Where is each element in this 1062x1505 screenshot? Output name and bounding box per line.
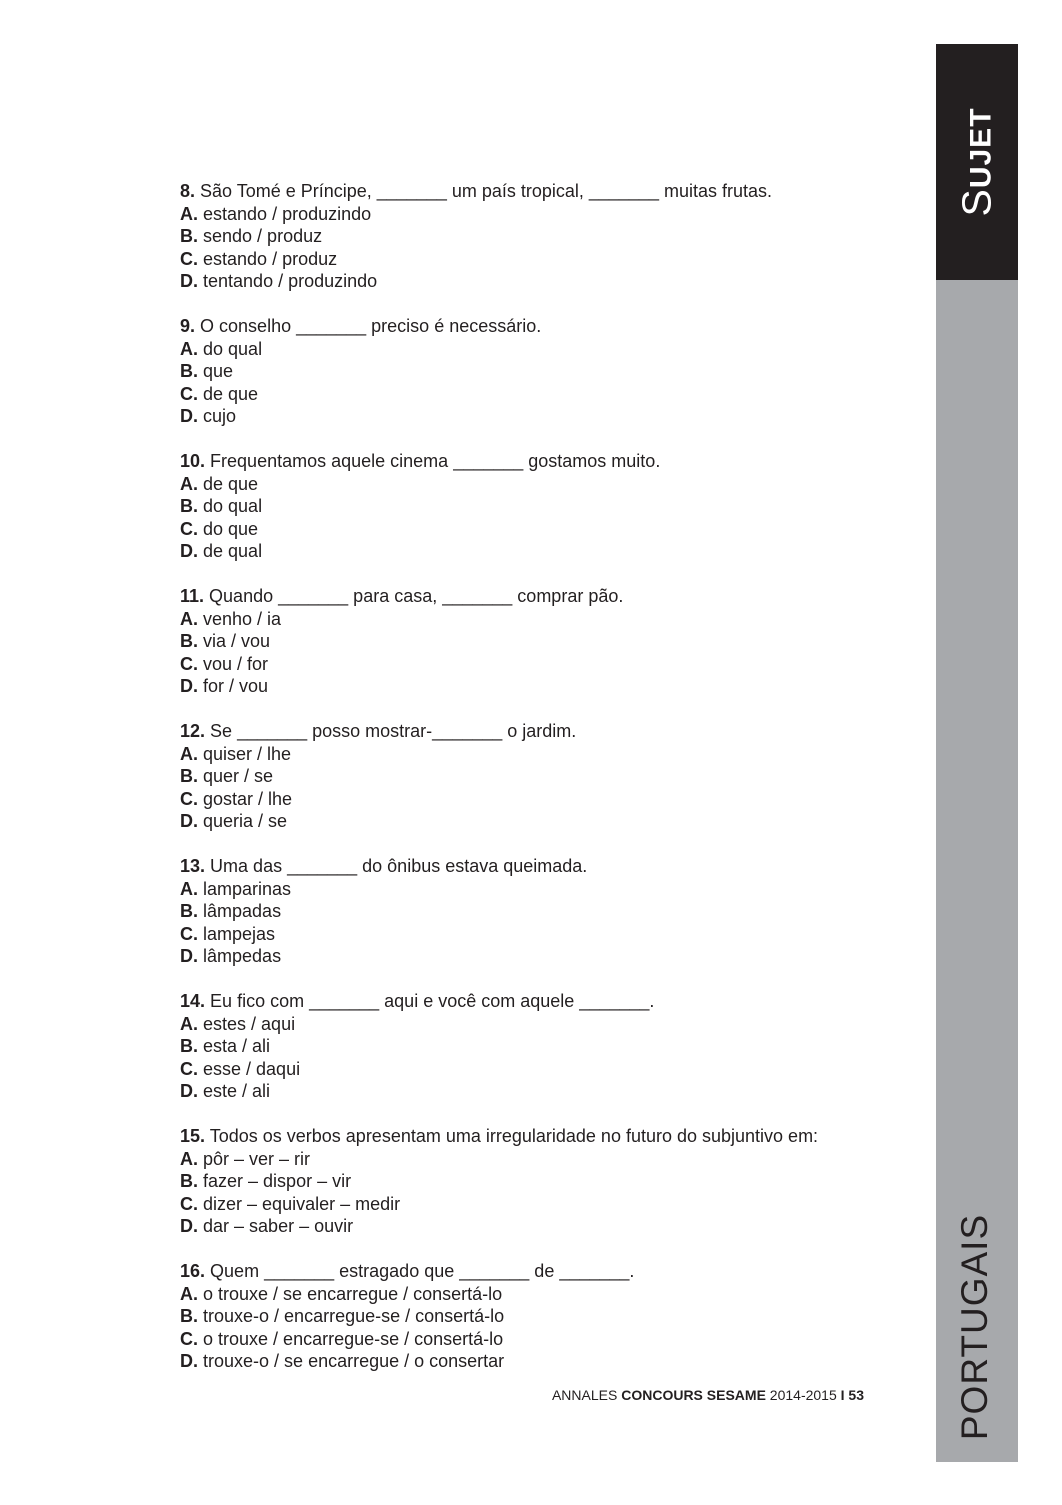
option-letter: D. — [180, 1216, 198, 1236]
section-label-initial: S — [953, 188, 1000, 217]
question-block — [180, 450, 920, 563]
answer-option — [180, 540, 920, 563]
option-text: trouxe-o / encarregue-se / consertá-lo — [203, 1306, 505, 1326]
answer-option — [180, 900, 920, 923]
question-number: 12. — [180, 721, 206, 741]
option-letter: A. — [180, 473, 198, 494]
option-text: dar – saber – ouvir — [203, 1216, 354, 1236]
option-letter: D. — [180, 1351, 198, 1371]
option-text: de que — [203, 473, 259, 494]
answer-option — [180, 810, 920, 833]
page-number: 53 — [848, 1387, 864, 1403]
footer-years: 2014-2015 — [769, 1387, 837, 1403]
question-prompt — [180, 720, 920, 743]
question-block — [180, 1260, 920, 1373]
question-text: Se _______ posso mostrar-_______ o jardim. — [210, 721, 577, 741]
option-text: dizer – equivaler – medir — [203, 1193, 401, 1214]
option-text: trouxe-o / se encarregue / o consertar — [203, 1351, 505, 1371]
option-text: vou / for — [203, 653, 269, 674]
question-prompt — [180, 450, 920, 473]
section-label-rest: UJET — [964, 107, 998, 189]
answer-option — [180, 945, 920, 968]
option-letter: C. — [180, 248, 198, 269]
option-letter: A. — [180, 608, 198, 629]
option-text: sendo / produz — [203, 226, 323, 246]
option-letter: D. — [180, 946, 198, 966]
question-number: 14. — [180, 991, 206, 1011]
question-number: 13. — [180, 856, 206, 876]
question-text: Uma das _______ do ônibus estava queimada. — [210, 856, 588, 876]
option-letter: B. — [180, 901, 198, 921]
option-letter: A. — [180, 1013, 198, 1034]
option-letter: C. — [180, 923, 198, 944]
answer-option — [180, 1035, 920, 1058]
answer-option — [180, 270, 920, 293]
answer-option — [180, 765, 920, 788]
answer-option — [180, 608, 920, 631]
answer-option — [180, 743, 920, 766]
option-text: lampejas — [203, 923, 276, 944]
question-text: São Tomé e Príncipe, _______ um país tropical, _______ muitas frutas. — [200, 181, 773, 201]
question-text: O conselho _______ preciso é necessário. — [200, 316, 542, 336]
option-letter: C. — [180, 518, 198, 539]
option-letter: C. — [180, 383, 198, 404]
question-number: 9. — [180, 316, 196, 336]
question-block — [180, 990, 920, 1103]
answer-option — [180, 923, 920, 946]
option-text: lamparinas — [203, 878, 292, 899]
question-prompt — [180, 180, 920, 203]
answer-option — [180, 1170, 920, 1193]
answer-option — [180, 675, 920, 698]
option-text: queria / se — [203, 811, 288, 831]
option-text: estando / produz — [203, 248, 338, 269]
question-list — [180, 180, 920, 1395]
option-text: de qual — [203, 541, 263, 561]
subject-label: PORTUGAIS — [954, 1213, 995, 1441]
option-text: venho / ia — [203, 608, 282, 629]
option-letter: A. — [180, 1148, 198, 1169]
option-text: tentando / produzindo — [203, 271, 378, 291]
answer-option — [180, 1283, 920, 1306]
option-text: de que — [203, 383, 259, 404]
option-letter: A. — [180, 338, 198, 359]
question-text: Eu fico com _______ aqui e você com aquele _______. — [210, 991, 655, 1011]
question-block — [180, 585, 920, 698]
question-number: 8. — [180, 181, 196, 201]
answer-option — [180, 338, 920, 361]
option-letter: A. — [180, 1283, 198, 1304]
question-prompt — [180, 990, 920, 1013]
option-text: do qual — [203, 338, 263, 359]
question-text: Frequentamos aquele cinema _______ gostamos muito. — [210, 451, 661, 471]
option-text: via / vou — [203, 631, 271, 651]
footer-title: CONCOURS SESAME — [621, 1387, 766, 1403]
answer-option — [180, 495, 920, 518]
option-text: esse / daqui — [203, 1058, 301, 1079]
option-text: o trouxe / encarregue-se / consertá-lo — [203, 1328, 504, 1349]
question-prompt — [180, 855, 920, 878]
question-text: Todos os verbos apresentam uma irregularidade no futuro do subjuntivo em: — [209, 1126, 819, 1146]
option-text: fazer – dispor – vir — [203, 1171, 352, 1191]
question-block — [180, 180, 920, 293]
option-letter: C. — [180, 653, 198, 674]
answer-option — [180, 518, 920, 541]
option-text: quer / se — [203, 766, 274, 786]
option-letter: B. — [180, 1306, 198, 1326]
option-text: lâmpadas — [203, 901, 282, 921]
answer-option — [180, 360, 920, 383]
question-number: 10. — [180, 451, 206, 471]
option-text: do que — [203, 518, 259, 539]
option-letter: C. — [180, 1193, 198, 1214]
question-text: Quem _______ estragado que _______ de _______. — [210, 1261, 635, 1281]
answer-option — [180, 1013, 920, 1036]
answer-option — [180, 1328, 920, 1351]
question-block — [180, 855, 920, 968]
answer-option — [180, 1080, 920, 1103]
option-letter: B. — [180, 1036, 198, 1056]
answer-option — [180, 1305, 920, 1328]
answer-option — [180, 878, 920, 901]
question-block — [180, 315, 920, 428]
option-letter: A. — [180, 743, 198, 764]
option-letter: D. — [180, 406, 198, 426]
answer-option — [180, 1350, 920, 1373]
answer-option — [180, 1148, 920, 1171]
option-letter: D. — [180, 1081, 198, 1101]
question-block — [180, 720, 920, 833]
option-text: for / vou — [203, 676, 269, 696]
answer-option — [180, 383, 920, 406]
option-letter: C. — [180, 1058, 198, 1079]
question-prompt — [180, 585, 920, 608]
footer-prefix: ANNALES — [551, 1387, 618, 1403]
question-prompt — [180, 1125, 920, 1148]
answer-option — [180, 630, 920, 653]
option-letter: D. — [180, 676, 198, 696]
option-text: este / ali — [203, 1081, 271, 1101]
answer-option — [180, 225, 920, 248]
answer-option — [180, 405, 920, 428]
option-letter: D. — [180, 271, 198, 291]
option-text: gostar / lhe — [203, 788, 293, 809]
option-text: que — [203, 361, 234, 381]
answer-option — [180, 473, 920, 496]
answer-option — [180, 1215, 920, 1238]
answer-option — [180, 1058, 920, 1081]
answer-option — [180, 1193, 920, 1216]
option-text: pôr – ver – rir — [203, 1148, 311, 1169]
option-letter: C. — [180, 788, 198, 809]
option-text: o trouxe / se encarregue / consertá-lo — [203, 1283, 503, 1304]
option-text: do qual — [203, 496, 263, 516]
question-text: Quando _______ para casa, _______ comprar pão. — [209, 586, 624, 606]
footer-separator: I — [840, 1387, 845, 1403]
option-letter: B. — [180, 226, 198, 246]
section-label — [954, 107, 1001, 216]
page-footer — [552, 1387, 864, 1403]
option-letter: A. — [180, 203, 198, 224]
option-letter: B. — [180, 766, 198, 786]
option-letter: C. — [180, 1328, 198, 1349]
option-text: cujo — [203, 406, 237, 426]
option-letter: B. — [180, 496, 198, 516]
option-letter: B. — [180, 361, 198, 381]
option-text: quiser / lhe — [203, 743, 292, 764]
question-number: 11. — [180, 586, 205, 606]
option-letter: B. — [180, 631, 198, 651]
answer-option — [180, 788, 920, 811]
question-number: 16. — [180, 1261, 206, 1281]
option-letter: D. — [180, 541, 198, 561]
question-prompt — [180, 1260, 920, 1283]
option-letter: D. — [180, 811, 198, 831]
question-prompt — [180, 315, 920, 338]
option-text: estando / produzindo — [203, 203, 372, 224]
answer-option — [180, 248, 920, 271]
option-text: esta / ali — [203, 1036, 271, 1056]
option-text: lâmpedas — [203, 946, 282, 966]
question-number: 15. — [180, 1126, 206, 1146]
question-block — [180, 1125, 920, 1238]
answer-option — [180, 203, 920, 226]
answer-option — [180, 653, 920, 676]
option-text: estes / aqui — [203, 1013, 296, 1034]
option-letter: A. — [180, 878, 198, 899]
option-letter: B. — [180, 1171, 198, 1191]
